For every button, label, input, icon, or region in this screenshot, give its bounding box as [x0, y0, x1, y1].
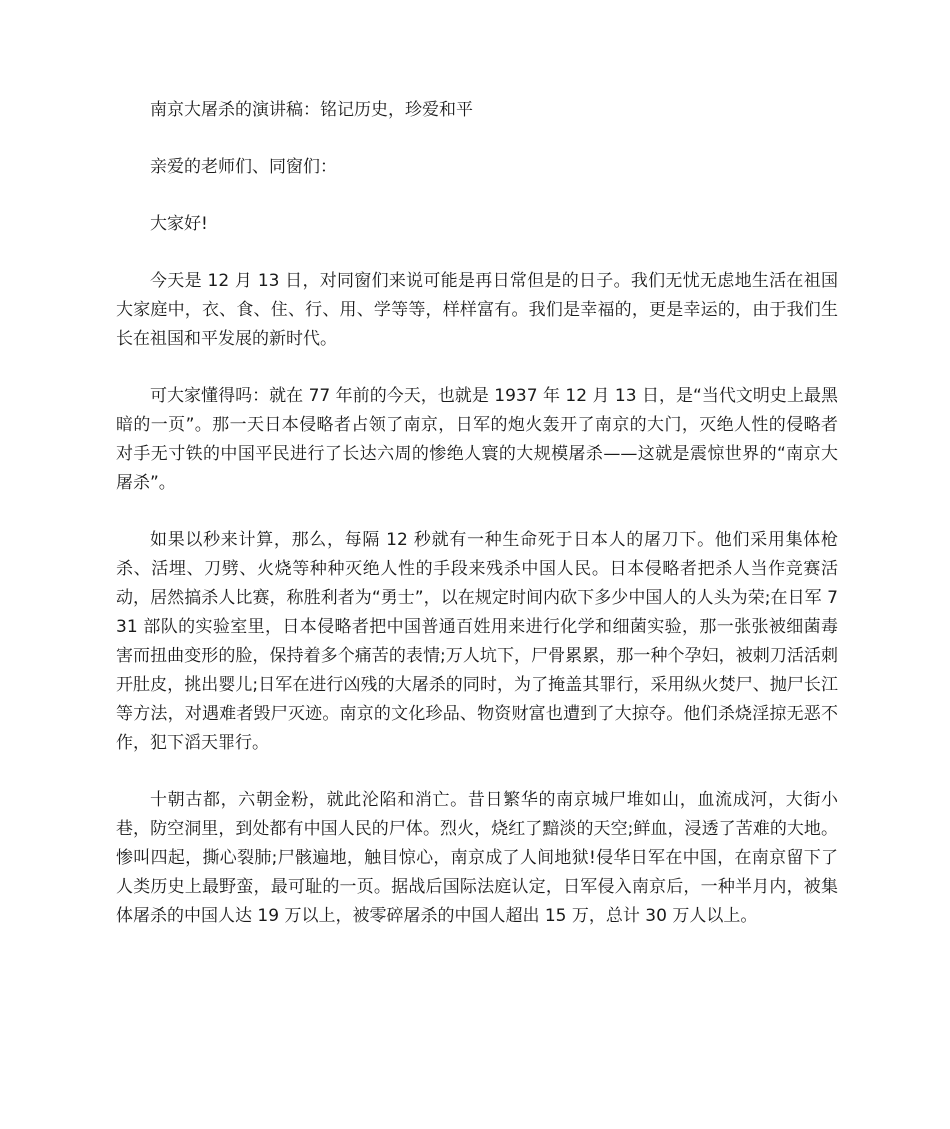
document-title: 南京大屠杀的演讲稿：铭记历史，珍爱和平 [150, 100, 473, 120]
greeting: 大家好! [150, 214, 208, 234]
paragraph-2: 可大家懂得吗：就在 77 年前的今天，也就是 1937 年 12 月 13 日，是“当代文明史上最黑暗的一页”。那一天日本侵略者占领了南京，日军的炮火轰开了南京的大门，灭绝人性的侵略者对手无寸铁的中国平民进行了长达六周的惨绝人寰的大规模屠杀——这就是震惊世界的“南京大屠杀”。 [116, 386, 838, 493]
paragraph-1: 今天是 12 月 13 日，对同窗们来说可能是再日常但是的日子。我们无忧无虑地生活在祖国大家庭中，衣、食、住、行、用、学等等，样样富有。我们是幸福的，更是幸运的，由于我们生长在祖国和平发展的新时代。 [116, 271, 838, 349]
paragraph-4: 十朝古都，六朝金粉，就此沦陷和消亡。昔日繁华的南京城尸堆如山，血流成河，大街小巷，防空洞里，到处都有中国人民的尸体。烈火，烧红了黯淡的天空;鲜血，浸透了苦难的大地。惨叫四起，撕心裂肺;尸骸遍地，触目惊心，南京成了人间地狱!侵华日军在中国，在南京留下了人类历史上最野蛮，最可耻的一页。据战后国际法庭认定，日军侵入南京后，一种半月内，被集体屠杀的中国人达 19 万以上，被零碎屠杀的中国人超出 15 万，总计 30 万人以上。 [116, 790, 838, 926]
salutation: 亲爱的老师们、同窗们： [150, 157, 337, 177]
document-body [116, 96, 838, 931]
paragraph-3: 如果以秒来计算，那么，每隔 12 秒就有一种生命死于日本人的屠刀下。他们采用集体枪杀、活埋、刀劈、火烧等种种灭绝人性的手段来残杀中国人民。日本侵略者把杀人当作竞赛活动，居然搞杀人比赛，称胜利者为“勇士”，以在规定时间内砍下多少中国人的人头为荣;在日军 731 部队的实验室里，日本侵略者把中国普通百姓用来进行化学和细菌实验，那一张张被细菌毒害而扭曲变形的脸，保持着多个痛苦的表情;万人坑下，尸骨累累，那一种个孕妇，被刺刀活活刺开肚皮，挑出婴儿;日军在进行凶残的大屠杀的同时，为了掩盖其罪行，采用纵火焚尸、抛尸长江等方法，对遇难者毁尸灭迹。南京的文化珍品、物资财富也遭到了大掠夺。他们杀烧淫掠无恶不作，犯下滔天罪行。 [116, 530, 838, 753]
